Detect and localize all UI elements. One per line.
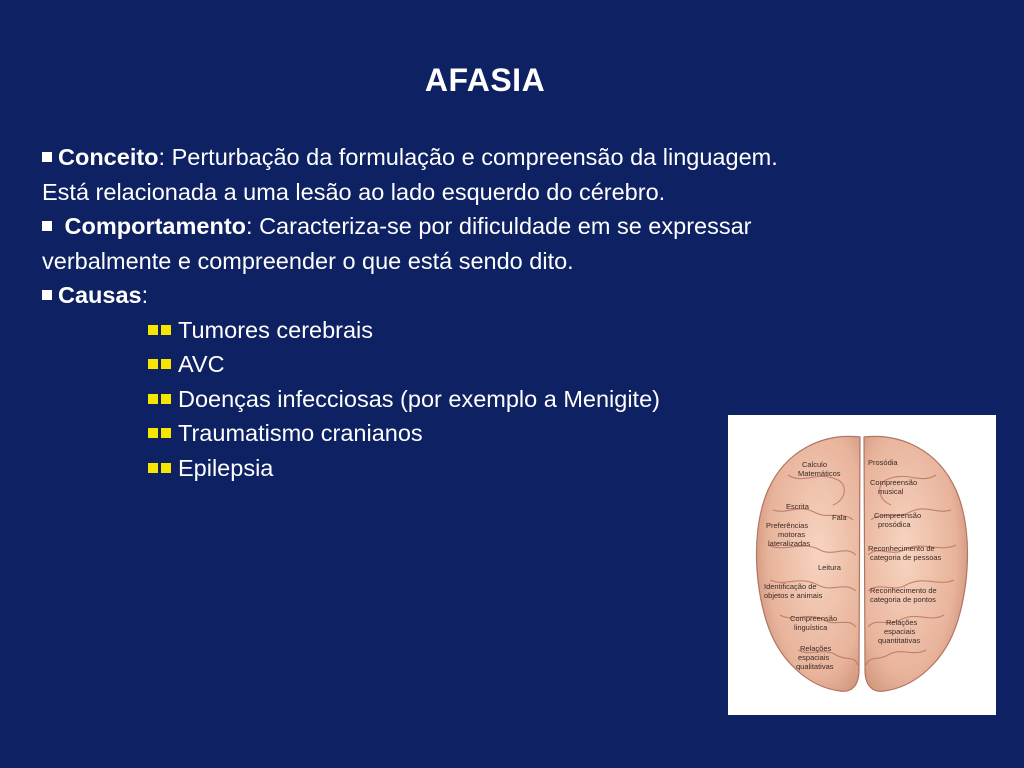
causas-term: Causas <box>58 282 142 308</box>
list-item <box>148 451 782 486</box>
comportamento-text: Caracteriza-se por dificuldade em se expressar verbalmente e compreender o que está sendo dito. <box>42 213 752 274</box>
brain-label: lateralizadas <box>768 539 811 548</box>
brain-label: motoras <box>778 530 806 539</box>
brain-label: prosódica <box>878 520 911 529</box>
brain-label: objetos e animais <box>764 591 823 600</box>
yellow-square-bullet-icon <box>161 394 171 404</box>
brain-label: Calculo <box>802 460 828 469</box>
slide-title: AFASIA <box>424 62 546 98</box>
brain-label: Relações <box>886 618 918 627</box>
conceito-text: Perturbação da formulação e compreensão da linguagem. Está relacionada a uma lesão ao lado esquerdo do cérebro. <box>42 144 778 205</box>
causas-separator: : <box>141 282 149 308</box>
brain-label: quantitativas <box>878 636 921 645</box>
causa-label: Tumores cerebrais <box>178 316 374 343</box>
brain-label: Reconhecimento de <box>870 586 937 595</box>
right-hemisphere <box>864 436 968 691</box>
conceito-term: Conceito <box>58 144 159 170</box>
brain-label: espaciais <box>884 627 916 636</box>
brain-label: Matemáticos <box>798 469 841 478</box>
comportamento-term: Comportamento <box>64 213 247 239</box>
yellow-square-bullet-icon <box>148 325 158 335</box>
list-item <box>148 416 782 451</box>
list-item <box>148 382 782 417</box>
causas-list <box>42 313 782 486</box>
brain-illustration <box>728 415 996 715</box>
conceito-paragraph <box>42 140 782 209</box>
brain-label: categoria de pessoas <box>870 553 942 562</box>
yellow-square-bullet-icon <box>148 394 158 404</box>
brain-label: Compreensão <box>874 511 922 520</box>
brain-image <box>728 415 996 715</box>
brain-label: Compreensão <box>790 614 838 623</box>
square-bullet-icon <box>42 221 52 231</box>
yellow-square-bullet-icon <box>161 463 171 473</box>
slide-body <box>42 140 782 485</box>
conceito-separator: : <box>158 144 166 170</box>
yellow-square-bullet-icon <box>161 428 171 438</box>
causa-label: Doenças infecciosas (por exemplo a Menigite) <box>178 385 660 412</box>
list-item <box>148 313 782 348</box>
brain-label: espaciais <box>798 653 830 662</box>
brain-label: Preferências <box>766 521 809 530</box>
list-item <box>148 347 782 382</box>
brain-label: Reconhecimento de <box>868 544 935 553</box>
causa-label: AVC <box>178 351 225 377</box>
square-bullet-icon <box>42 152 52 162</box>
comportamento-separator: : <box>246 213 253 239</box>
yellow-square-bullet-icon <box>148 463 158 473</box>
yellow-square-bullet-icon <box>161 359 171 369</box>
square-bullet-icon <box>42 290 52 300</box>
brain-label: musical <box>878 487 904 496</box>
brain-label: Compreensão <box>870 478 918 487</box>
brain-label: Escrita <box>786 502 809 511</box>
causa-label: Epilepsia <box>178 454 274 481</box>
yellow-square-bullet-icon <box>148 359 158 369</box>
yellow-square-bullet-icon <box>161 325 171 335</box>
brain-label: Fala <box>832 513 847 522</box>
brain-label: Relações <box>800 644 832 653</box>
brain-label: Identificação de <box>764 582 817 591</box>
causa-label: Traumatismo cranianos <box>178 420 423 446</box>
brain-label: linguística <box>794 623 828 632</box>
brain-label: Leitura <box>818 563 841 572</box>
brain-label: qualitativas <box>796 662 834 671</box>
yellow-square-bullet-icon <box>148 428 158 438</box>
causas-paragraph <box>42 278 782 313</box>
brain-label: categoria de pontos <box>870 595 936 604</box>
comportamento-paragraph <box>42 209 782 278</box>
brain-label: Prosódia <box>868 458 898 467</box>
